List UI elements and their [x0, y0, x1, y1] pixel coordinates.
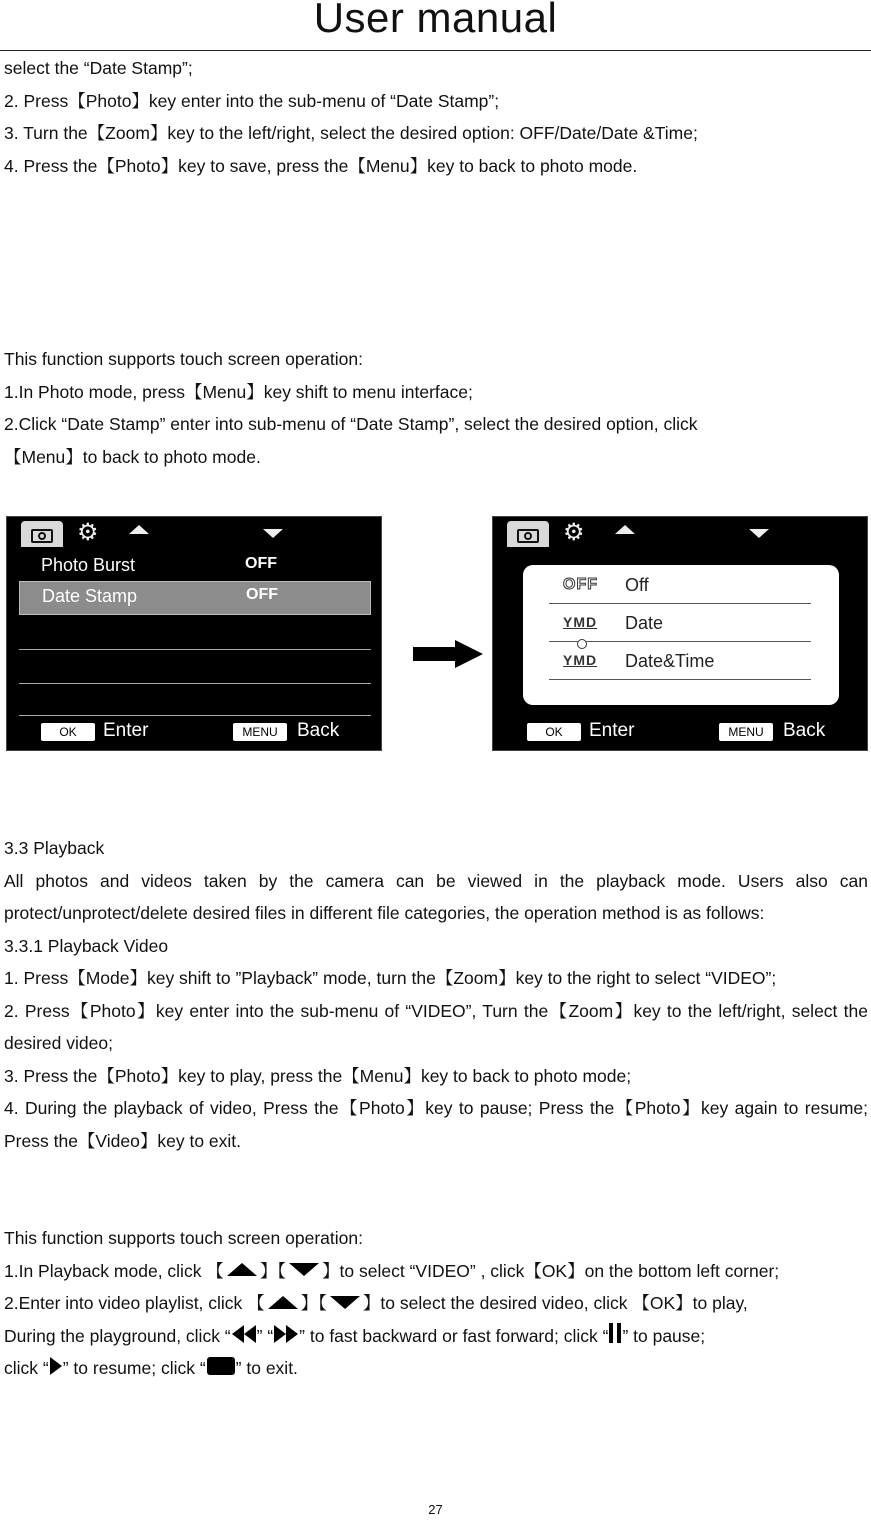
date-stamp-steps	[4, 52, 698, 182]
option-date	[549, 607, 811, 642]
menu-item-value: OFF	[245, 555, 277, 572]
ymd-icon: YMD	[563, 614, 598, 630]
ok-button-image: OK	[527, 723, 581, 741]
playback-section	[4, 832, 868, 1157]
option-off	[549, 569, 811, 604]
enter-label: Enter	[589, 720, 635, 741]
screen-bottom-bar	[7, 715, 381, 751]
transition-arrow-head-icon	[455, 640, 483, 668]
step-line: 2. Press【Photo】key enter into the sub-menu of “VIDEO”, Turn the【Zoom】key to the left/right, select the desired video;	[4, 1000, 868, 1053]
up-arrow-icon	[129, 525, 149, 534]
option-date-time	[549, 645, 811, 680]
text-line: 2.Enter into video playlist, click 【 】【 】to select the desired video, click 【OK】to play,	[4, 1293, 748, 1313]
text-line: This function supports touch screen operation:	[4, 1228, 363, 1248]
sub-heading: 3.3.1 Playback Video	[4, 935, 169, 956]
text-line: During the playground, click “ ” “ ” to fast backward or fast forward; click “ ” to pause;	[4, 1320, 868, 1353]
down-arrow-icon	[749, 529, 769, 538]
text-line: This function supports touch screen operation:	[4, 349, 363, 369]
settings-gear-icon: ⚙	[77, 519, 99, 546]
down-arrow-icon	[289, 1263, 319, 1276]
step-line: 3. Press the【Photo】key to play, press the【Menu】key to back to photo mode;	[4, 1065, 632, 1086]
text-line: click “ ” to resume; click “ ” to exit.	[4, 1352, 868, 1385]
page-header-title: User manual	[313, 0, 558, 41]
menu-item-value: OFF	[246, 586, 278, 603]
section-intro: All photos and videos taken by the camera can be viewed in the playback mode. Users also can protect/unprotect/delete desired files in different file categories, the operation method is as follows:	[4, 870, 868, 923]
down-arrow-icon	[263, 529, 283, 538]
back-label: Back	[297, 720, 340, 741]
text-line: 3. Turn the【Zoom】key to the left/right, select the desired option: OFF/Date/Date &Time;	[4, 123, 698, 143]
camera-tab-icon	[21, 521, 63, 547]
enter-label: Enter	[103, 720, 149, 741]
menu-item-label: Photo Burst	[41, 555, 136, 575]
pause-icon	[608, 1322, 622, 1344]
text-line: 1.In Photo mode, press【Menu】key shift to menu interface;	[4, 381, 473, 402]
menu-button-image: MENU	[233, 723, 287, 741]
tab-bar	[7, 517, 381, 549]
up-arrow-icon	[227, 1263, 257, 1276]
fast-forward-icon	[273, 1323, 299, 1345]
settings-gear-icon: ⚙	[563, 519, 585, 546]
section-heading: 3.3 Playback	[4, 838, 105, 858]
page-number: 27	[428, 1502, 443, 1517]
down-arrow-icon	[330, 1296, 360, 1309]
option-label: Date	[625, 613, 664, 633]
date-stamp-submenu-screen	[492, 516, 868, 751]
date-stamp-options-popup	[523, 565, 839, 705]
text-line: 2. Press【Photo】key enter into the sub-menu of “Date Stamp”;	[4, 90, 500, 111]
up-arrow-icon	[268, 1296, 298, 1309]
camera-menu-screen	[6, 516, 382, 751]
option-label: Off	[625, 575, 649, 595]
step-line: 4. During the playback of video, Press the【Photo】key to pause; Press the【Photo】key again to resume; Press the【Video】key to exit.	[4, 1098, 868, 1151]
ymd-icon: YMD	[563, 652, 598, 668]
menu-button-image: MENU	[719, 723, 773, 741]
tab-bar	[493, 517, 867, 549]
menu-item-label: Date Stamp	[42, 586, 138, 606]
menu-divider	[19, 683, 371, 684]
off-icon: OFF	[563, 576, 598, 593]
stop-icon	[206, 1355, 236, 1377]
clock-icon	[577, 639, 587, 649]
step-line: 1. Press【Mode】key shift to ”Playback” mode, turn the【Zoom】key to the right to select “VIDEO”;	[4, 968, 777, 988]
camera-tab-icon	[507, 521, 549, 547]
menu-divider	[19, 649, 371, 650]
text-line: 【Menu】to back to photo mode.	[4, 446, 261, 467]
back-label: Back	[783, 720, 826, 741]
option-label: Date&Time	[625, 651, 715, 671]
text-line: 1.In Playback mode, click 【 】【 】to select “VIDEO” , click【OK】on the bottom left corner;	[4, 1260, 780, 1281]
menu-item-date-stamp	[19, 581, 371, 615]
menu-list	[7, 549, 381, 714]
text-line: select the “Date Stamp”;	[4, 58, 193, 78]
touch-operation-photo	[4, 343, 698, 473]
up-arrow-icon	[615, 525, 635, 534]
header-divider	[0, 50, 871, 51]
play-icon	[49, 1356, 63, 1376]
touch-operation-playback	[4, 1222, 868, 1385]
ok-button-image: OK	[41, 723, 95, 741]
menu-item-photo-burst	[19, 551, 371, 583]
transition-arrow-icon	[413, 647, 457, 661]
fast-backward-icon	[231, 1323, 257, 1345]
text-line: 4. Press the【Photo】key to save, press the【Menu】key to back to photo mode.	[4, 155, 638, 176]
text-line: 2.Click “Date Stamp” enter into sub-menu of “Date Stamp”, select the desired option, click	[4, 414, 698, 434]
screen-bottom-bar	[493, 715, 867, 751]
